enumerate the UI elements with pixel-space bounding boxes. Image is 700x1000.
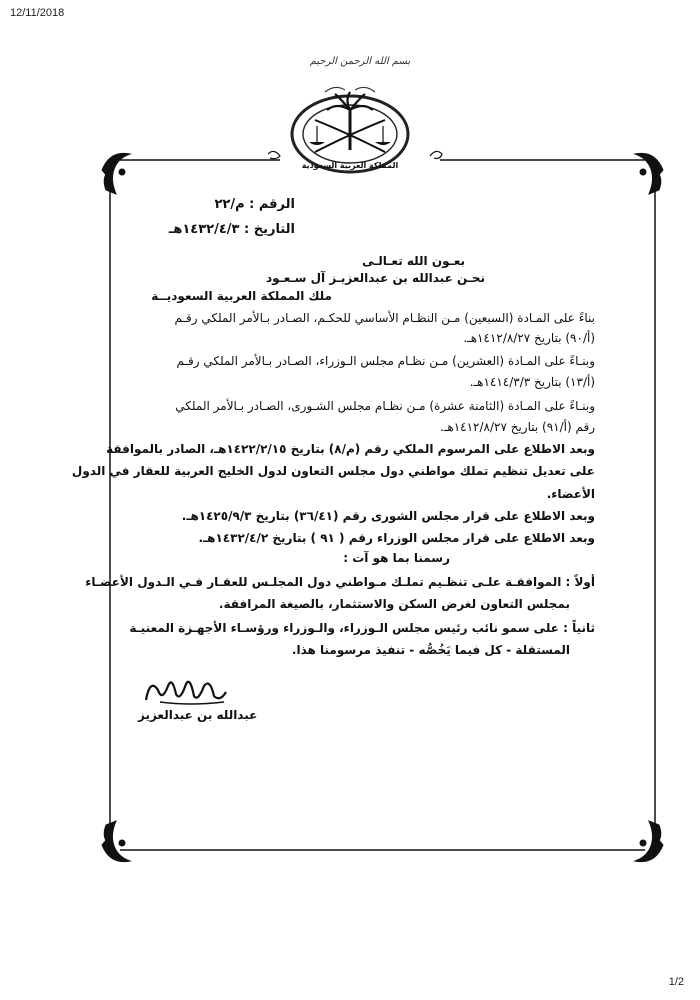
emblem-text: المملكة العربية السعودية [301,161,399,170]
handwritten-signature [140,672,230,708]
decree-line: (أ/١٣) بتاريخ ١٤١٤/٣/٣هـ. [469,375,595,389]
decree-line: وبعد الاطلاع على المرسوم الملكي رقم (م/٨) بتاريخ ١٤٢٢/٢/١٥هـ، الصادر بالموافقة [106,442,595,456]
article-one-cont: بمجلس التعاون لغرض السكن والاستثمار، بالصيغة المرافقة. [218,597,570,611]
decree-line: على تعديل تنظيم تملك مواطني دول مجلس التعاون لدول الخليج العربية للعقار في الدول [71,464,595,478]
king-name: نحـن عبدالله بن عبدالعزيـز آل سـعـود [265,271,485,285]
decree-line: وبعد الاطلاع على قرار مجلس الشورى رقم (٣٦/٤١) بتاريخ ١٤٢٥/٩/٣هـ. [181,509,595,523]
page-number: 1/2 [668,976,684,988]
invocation: بعـون الله تعـالـى [362,254,465,268]
decree-line: رقم (أ/٩١) بتاريخ ١٤١٢/٨/٢٧هـ. [440,420,595,434]
decree-line: وبنـاءً على المـادة (الثامنة عشرة) مـن نظـام مجلس الشـورى، الصـادر بـالأمر الملكي [175,399,595,413]
corner-ornament-bottom-left [102,821,130,862]
reference-date: التاريخ : ١٤٣٢/٤/٣هـ [168,222,295,237]
corner-ornament-bottom-right [635,821,663,862]
article-one: أولاً : الموافقـة علـى تنظـيم تملـك مـواطني دول المجلـس للعقـار فـي الـدول الأعضـاء [85,575,595,589]
print-date: 12/11/2018 [10,7,65,19]
decree-line: الأعضاء. [546,487,595,501]
decree-line: وبنـاءً على المـادة (العشرين) مـن نظـام مجلس الـوزراء، الصـادر بـالأمر الملكي رقـم [176,354,595,368]
decree-intro: رسمنا بما هو آت : [343,551,450,565]
king-title: ملك المملكة العربية السعوديــة [151,289,332,303]
reference-number: الرقم : م/٢٢ [214,197,295,212]
decree-line: بناءً على المـادة (السبعين) مـن النظـام الأساسي للحكـم، الصـادر بـالأمر الملكي رقـم [174,311,595,325]
decree-line: وبعد الاطلاع على قرار مجلس الوزراء رقم ( ٩١ ) بتاريخ ١٤٣٢/٤/٢هـ. [198,531,595,545]
decree-line: (أ/٩٠) بتاريخ ١٤١٢/٨/٢٧هـ. [463,331,595,345]
basmala: بسم الله الرحمن الرحيم [309,56,411,67]
article-two-cont: المستقلة - كل فيما يَخُصُّه - تنفيذ مرسومنا هذا. [291,643,570,657]
signatory-name: عبدالله بن عبدالعزيز [138,708,258,722]
article-two: ثانياً : على سمو نائب رئيس مجلس الـوزراء، والـوزراء ورؤسـاء الأجهـزة المعنيـة [129,621,595,635]
